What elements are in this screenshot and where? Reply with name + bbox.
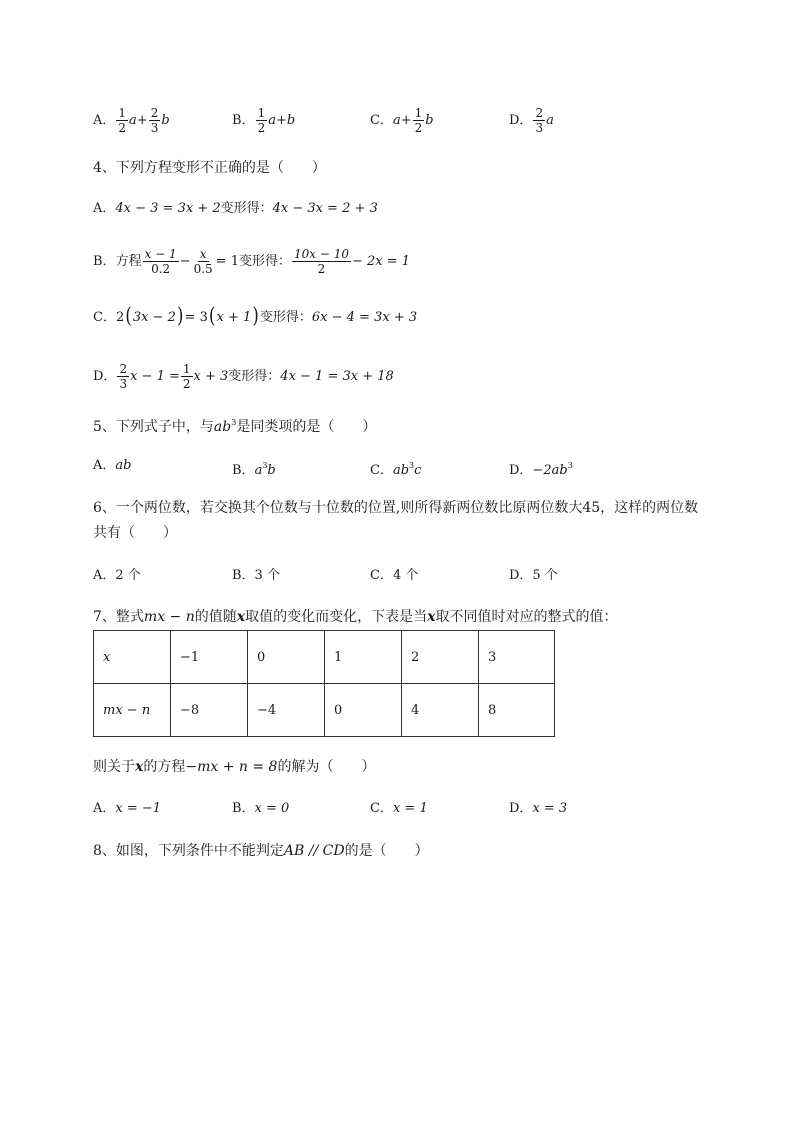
option-label: A． (93, 113, 116, 128)
q3-option-d: D． $\frac{2}{3}$ a (509, 106, 554, 135)
q6-option-d: D．5 个 (509, 568, 558, 583)
q3-option-c: C．a+ $\frac{1}{2}$ b (370, 106, 434, 135)
fraction: $\frac{x}{0.5}$ (193, 247, 213, 276)
table-cell: 8 (479, 684, 555, 737)
q7-option-c: C．x = 1 (370, 801, 428, 816)
q5-option-a: A．ab (93, 458, 132, 473)
table-cell: 1 (325, 631, 402, 684)
q7-option-d: D．x = 3 (509, 801, 568, 816)
q4-stem: 4、下列方程变形不正确的是（ ） (93, 160, 326, 176)
table-row (94, 631, 555, 684)
q6-stem-line2: 共有（ ） (93, 525, 177, 541)
table-cell: −8 (171, 684, 248, 737)
q4-option-b: B．方程 $\frac{x - 1}{0.2}$ − $\frac{x}{0.5}$ = 1变形得： $\frac{10x - 10}{2}$ − 2x = 1 (93, 247, 411, 276)
q5-stem: 5、下列式子中，与$ab^3$是同类项的是（ ） (93, 418, 377, 435)
q5-option-d: D．$-2ab^3$ (509, 461, 573, 478)
q6-stem-line1: 6、一个两位数，若交换其个位数与十位数的位置,则所得新两位数比原两位数大45，这样的两位数 (93, 500, 699, 516)
q6-option-c: C．4 个 (370, 568, 419, 583)
q7-option-b: B．x = 0 (232, 801, 290, 816)
fraction: $\frac{10x - 10}{2}$ (293, 247, 349, 276)
q7-stem: 7、整式mx − n的值随x取值的变化而变化，下表是当x取不同值时对应的整式的值： (93, 609, 618, 625)
fraction: $\frac{2}{3}$ (535, 106, 544, 135)
table-cell: −4 (248, 684, 325, 737)
table-cell: 2 (402, 631, 479, 684)
table-cell: 0 (248, 631, 325, 684)
table-cell: 4 (402, 684, 479, 737)
fraction: $\frac{1}{2}$ (182, 362, 191, 391)
table-cell: mx − n (94, 684, 171, 737)
q7-sub-stem: 则关于x的方程−mx + n = 8的解为（ ） (93, 759, 376, 775)
fraction: $\frac{1}{2}$ (414, 106, 423, 135)
q6-option-a: A．2 个 (93, 568, 141, 583)
q4-option-d: D． $\frac{2}{3}$ x − 1 = $\frac{1}{2}$ x + 3变形得：4x − 1 = 3x + 18 (93, 362, 394, 391)
fraction: $\frac{x - 1}{0.2}$ (144, 247, 177, 276)
table-cell: x (94, 631, 171, 684)
fraction: $\frac{1}{2}$ (118, 106, 127, 135)
q3-option-b: B． $\frac{1}{2}$ a+b (232, 106, 296, 135)
q4-option-c: C．2(3x − 2)= 3(x + 1)变形得：6x − 4 = 3x + 3 (93, 303, 418, 329)
fraction: $\frac{2}{3}$ (119, 362, 128, 391)
table-cell: 0 (325, 684, 402, 737)
q5-option-c: C．$ab^3c$ (370, 461, 422, 478)
q7-option-a: A．x = −1 (93, 801, 162, 816)
values-table (93, 630, 555, 737)
q5-option-b: B．$a^3b$ (232, 461, 276, 478)
table-row (94, 684, 555, 737)
q3-option-a: A． $\frac{1}{2}$ a+ $\frac{2}{3}$ b (93, 106, 170, 135)
q8-stem: 8、如图，下列条件中不能判定AB // CD的是（ ） (93, 843, 429, 859)
table-cell: −1 (171, 631, 248, 684)
fraction: $\frac{2}{3}$ (150, 106, 159, 135)
q6-option-b: B．3 个 (232, 568, 280, 583)
q4-option-a: A．4x − 3 = 3x + 2变形得：4x − 3x = 2 + 3 (93, 201, 378, 216)
table-cell: 3 (479, 631, 555, 684)
fraction: $\frac{1}{2}$ (257, 106, 266, 135)
